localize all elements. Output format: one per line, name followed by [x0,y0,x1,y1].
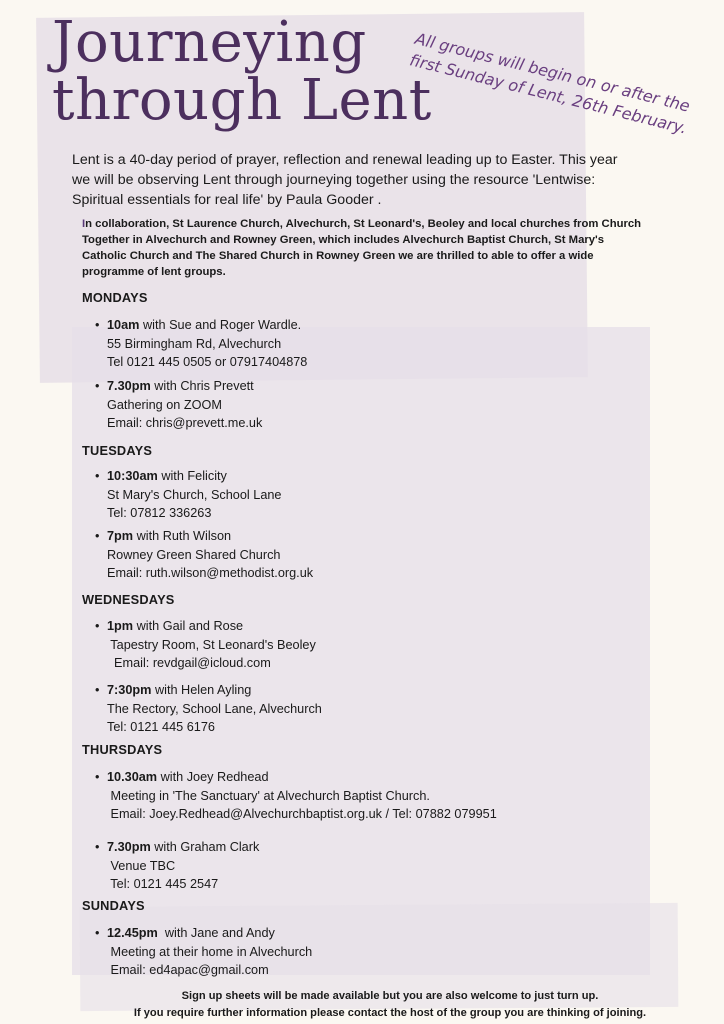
footer-note [80,988,700,1022]
entry-contact: Tel: 0121 445 6176 [107,720,215,734]
entry-location: Venue TBC [107,858,176,873]
collaboration-initial: I [82,218,86,230]
day-heading-thursdays: THURSDAYS [82,742,163,757]
entry-host: with Joey Redhead [157,770,269,784]
entry-location: Tapestry Room, St Leonard's Beoley [107,637,316,652]
footer-line-1: Sign up sheets will be made available but you are also welcome to just turn up. [181,990,599,1002]
entry-contact: Email: ruth.wilson@methodist.org.uk [107,566,314,580]
entry-location: Meeting in 'The Sanctuary' at Alvechurch Baptist Church. [107,788,430,803]
entry-host: with Helen Ayling [151,683,252,697]
entry-contact: Tel: 07812 336263 [107,506,212,520]
collaboration-paragraph [82,216,642,280]
entry-time: 7pm [107,529,134,543]
bullet: • [95,840,100,854]
day-heading-wednesdays: WEDNESDAYS [82,592,175,607]
day-heading-tuesdays: TUESDAYS [82,443,153,458]
entry-host: with Chris Prevett [150,379,254,393]
bullet: • [95,683,100,697]
title-line-2: through Lent [52,68,432,133]
schedule-entry [95,527,313,583]
entry-host: with Gail and Rose [133,619,244,633]
entry-host: with Graham Clark [150,840,260,854]
entry-time: 1pm [107,619,134,633]
day-heading-sundays: SUNDAYS [82,898,145,913]
entry-contact: Email: ed4apac@gmail.com [107,963,269,977]
footer-line-2: If you require further information please contact the host of the group you are thinking of joining. [133,1007,647,1019]
schedule-entry [95,838,259,894]
intro-paragraph: Lent is a 40-day period of prayer, reflection and renewal leading up to Easter. This year we will be observing Lent through journeying together using the resource 'Lentwise: Spiritual essentials for real life' by Paula Gooder . [72,152,618,208]
entry-host: with Ruth Wilson [133,529,232,543]
entry-time: 7.30pm [107,379,151,393]
entry-time: 7.30pm [107,840,151,854]
bullet: • [95,318,100,332]
schedule-entry [95,768,497,824]
bullet: • [95,926,100,940]
schedule-entry [95,316,307,372]
bullet: • [95,379,100,393]
entry-location: Meeting at their home in Alvechurch [107,944,313,959]
title-line-1: Journeying [52,10,367,75]
schedule-entry [95,617,316,673]
day-heading-mondays: MONDAYS [82,290,148,305]
entry-contact: Email: chris@prevett.me.uk [107,416,263,430]
entry-contact: Tel: 0121 445 2547 [107,877,219,891]
entry-contact: Email: revdgail@icloud.com [107,656,271,670]
entry-location: The Rectory, School Lane, Alvechurch [107,701,322,716]
schedule-entry [95,924,312,980]
collaboration-text: n collaboration, St Laurence Church, Alvechurch, St Leonard's, Beoley and local churches from Church Together in Alvechurch and Rowney Green, which includes Alvechurch Baptist Church, St Mary's Catholic Church and The Shared Church in Rowney Green we are thrilled to able to offer a wide programme of lent groups. [82,218,642,278]
entry-location: St Mary's Church, School Lane [107,487,282,502]
entry-time: 7:30pm [107,683,152,697]
bullet: • [95,619,100,633]
schedule-entry [95,681,322,737]
entry-time: 12.45pm [107,926,158,940]
entry-location: 55 Birmingham Rd, Alvechurch [107,336,282,351]
page-title [52,10,432,133]
bullet: • [95,529,100,543]
entry-host: with Jane and Andy [157,926,275,940]
schedule-entry [95,377,262,433]
entry-time: 10:30am [107,469,158,483]
schedule-entry [95,467,282,523]
entry-host: with Sue and Roger Wardle. [139,318,302,332]
bullet: • [95,770,100,784]
entry-time: 10.30am [107,770,158,784]
bullet: • [95,469,100,483]
entry-location: Rowney Green Shared Church [107,547,281,562]
entry-contact: Tel 0121 445 0505 or 07917404878 [107,355,308,369]
start-date-note: All groups will begin on or after the first Sunday of Lent, 26th February. [407,28,692,138]
entry-location: Gathering on ZOOM [107,397,222,412]
entry-time: 10am [107,318,140,332]
entry-contact: Email: Joey.Redhead@Alvechurchbaptist.org.uk / Tel: 07882 079951 [107,807,497,821]
entry-host: with Felicity [157,469,227,483]
